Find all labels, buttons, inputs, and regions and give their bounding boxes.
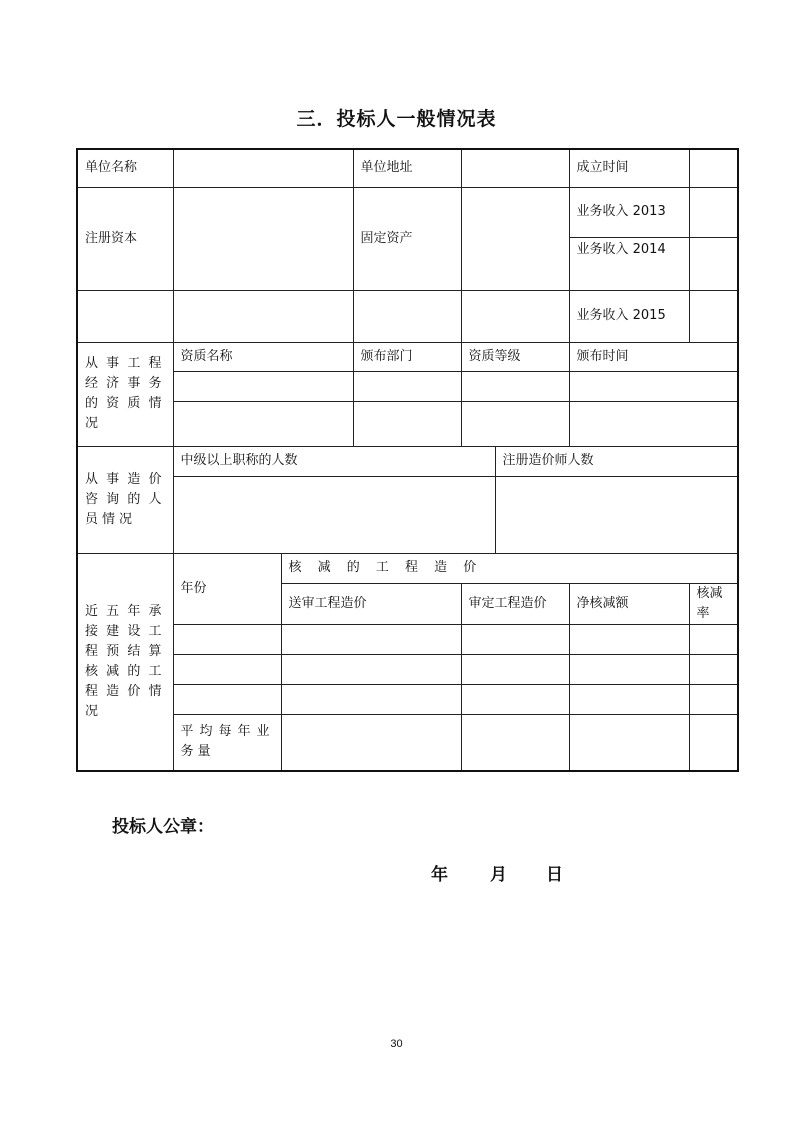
registered-cost-engineers-field[interactable] (495, 476, 738, 553)
unit-name-field[interactable] (173, 149, 353, 187)
qual-grade-field[interactable] (461, 401, 569, 446)
bidder-seal-label: 投标人公章： (112, 817, 214, 837)
year-field[interactable] (173, 654, 281, 684)
submitted-cost-field[interactable] (281, 624, 461, 654)
label-avg-annual-volume: 平均每年业务量 (173, 714, 281, 771)
registered-capital-field[interactable] (173, 187, 353, 290)
avg-reduction-rate-field[interactable] (689, 714, 738, 771)
blank-label-cell (77, 290, 173, 342)
net-reduction-field[interactable] (569, 684, 689, 714)
label-unit-name: 单位名称 (77, 149, 173, 187)
qual-name-field[interactable] (173, 401, 353, 446)
revenue-2014-field[interactable] (689, 237, 738, 290)
reduction-rate-field[interactable] (689, 654, 738, 684)
blank-field-1[interactable] (173, 290, 353, 342)
mid-level-count-field[interactable] (173, 476, 495, 553)
label-personnel-section: 从事造价咨询的人员情况 (77, 446, 173, 553)
approved-cost-field[interactable] (461, 624, 569, 654)
revenue-2013-field[interactable] (689, 187, 738, 237)
unit-address-field[interactable] (461, 149, 569, 187)
approved-cost-field[interactable] (461, 684, 569, 714)
year-field[interactable] (173, 624, 281, 654)
header-qual-grade: 资质等级 (461, 342, 569, 371)
label-five-year-section: 近五年承接建设工程预结算核减的工程造价情况 (77, 553, 173, 771)
issue-time-field[interactable] (569, 371, 738, 401)
avg-submitted-cost-field[interactable] (281, 714, 461, 771)
revenue-2015-field[interactable] (689, 290, 738, 342)
issuing-dept-field[interactable] (353, 371, 461, 401)
header-qual-name: 资质名称 (173, 342, 353, 371)
label-unit-address: 单位地址 (353, 149, 461, 187)
label-revenue-2014: 业务收入 2014 (569, 237, 689, 290)
net-reduction-field[interactable] (569, 654, 689, 684)
avg-approved-cost-field[interactable] (461, 714, 569, 771)
label-qualification-section: 从事工程经济事务的资质情况 (77, 342, 173, 446)
header-issue-time: 颁布时间 (569, 342, 738, 371)
approved-cost-field[interactable] (461, 654, 569, 684)
header-approved-cost: 审定工程造价 (461, 583, 569, 624)
date-day-label: 日 (546, 865, 563, 885)
issuing-dept-field[interactable] (353, 401, 461, 446)
header-registered-cost-engineers: 注册造价师人数 (495, 446, 738, 476)
reduction-rate-field[interactable] (689, 624, 738, 654)
header-mid-level-count: 中级以上职称的人数 (173, 446, 495, 476)
label-registered-capital: 注册资本 (77, 187, 173, 290)
label-established: 成立时间 (569, 149, 689, 187)
bidder-info-table (76, 148, 739, 772)
page-title: 三．投标人一般情况表 (296, 108, 497, 130)
header-net-reduction: 净核减额 (569, 583, 689, 624)
header-year: 年份 (173, 553, 281, 624)
net-reduction-field[interactable] (569, 624, 689, 654)
reduction-rate-field[interactable] (689, 684, 738, 714)
submitted-cost-field[interactable] (281, 654, 461, 684)
submitted-cost-field[interactable] (281, 684, 461, 714)
blank-field-2[interactable] (353, 290, 461, 342)
qual-name-field[interactable] (173, 371, 353, 401)
label-revenue-2015: 业务收入 2015 (569, 290, 689, 342)
established-field[interactable] (689, 149, 738, 187)
fixed-assets-field[interactable] (461, 187, 569, 290)
year-field[interactable] (173, 684, 281, 714)
date-year-label: 年 (431, 865, 448, 885)
label-revenue-2013: 业务收入 2013 (569, 187, 689, 237)
avg-net-reduction-field[interactable] (569, 714, 689, 771)
qual-grade-field[interactable] (461, 371, 569, 401)
issue-time-field[interactable] (569, 401, 738, 446)
header-reduced-cost: 核 减 的 工 程 造 价 (281, 553, 738, 583)
label-fixed-assets: 固定资产 (353, 187, 461, 290)
header-issuing-dept: 颁布部门 (353, 342, 461, 371)
header-submitted-cost: 送审工程造价 (281, 583, 461, 624)
date-month-label: 月 (490, 865, 507, 885)
blank-field-3[interactable] (461, 290, 569, 342)
header-reduction-rate: 核减率 (689, 583, 738, 624)
page-number: 30 (390, 1038, 403, 1050)
